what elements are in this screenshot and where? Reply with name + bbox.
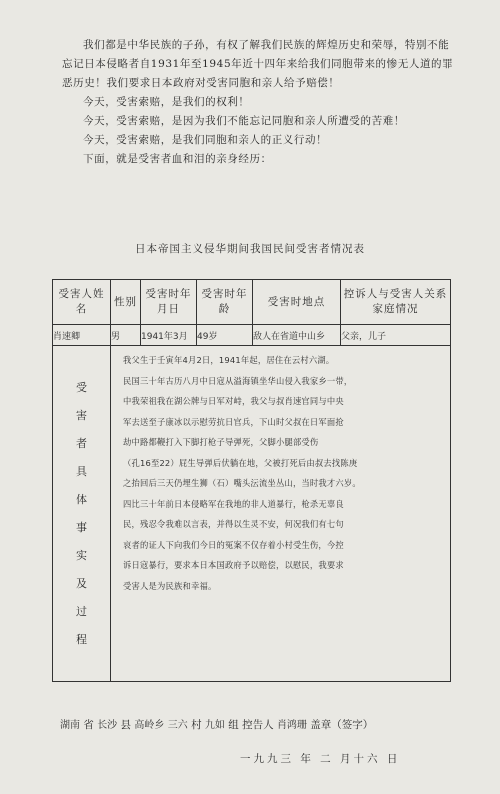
footer-village-name: 三六	[167, 720, 188, 731]
footer-group-label: 组	[228, 719, 239, 731]
header-time: 受害时年月日	[141, 280, 197, 325]
facts-label-char: 受	[76, 380, 87, 394]
header-victim-name: 受害人姓名	[53, 280, 111, 325]
value-victim-name: 肖速卿	[53, 325, 111, 346]
facts-line: 中我荣祖我在湖公牌与日军对峙，我父与叔肖速官同与中央	[123, 396, 344, 406]
footer-complainant-label: 控告人	[242, 719, 274, 731]
intro-paragraph-1: 我们都是中华民族的子孙，有权了解我们民族的辉煌历史和荣辱，特别不能忘记日本侵略者自1931年至1945年近十四年来给我们同胞带来的惨无人道的罪恶历史！我们要求日本政府对受害同胞和亲人给予赔偿！	[62, 39, 454, 89]
header-place: 受害时地点	[253, 280, 341, 325]
facts-label-char: 害	[76, 408, 87, 422]
facts-label-char: 具	[76, 464, 87, 478]
footer-seal-label: 盖章（签字）	[310, 719, 374, 731]
intro-paragraph-3: 今天，受害索赔，是因为我们不能忘记同胞和亲人所遭受的苦难！	[83, 115, 405, 127]
facts-label-char: 程	[76, 632, 87, 646]
facts-label-char: 过	[76, 604, 87, 618]
victim-form-table	[52, 279, 451, 682]
value-relation: 父亲，儿子	[341, 325, 451, 346]
facts-line: 哀者的证人下向我们今日的冤案不仅存着小村受生伤，今控	[123, 539, 344, 550]
facts-line: 之抬回后三天仍埋生狮（石）嘴头沄流坐丛山，当时我才六岁。	[123, 478, 361, 488]
footer-complainant-name: 肖鸿珊	[276, 720, 307, 731]
facts-label-char: 者	[76, 436, 87, 450]
facts-line: 四比三十年前日本侵略军在我地的非人道暴行，枪杀无辜良	[123, 498, 344, 509]
intro-paragraph-4: 今天，受害索赔，是我们同胞和亲人的正义行动！	[83, 134, 328, 146]
value-row	[53, 325, 451, 346]
facts-row	[53, 346, 451, 682]
facts-label-char: 体	[76, 492, 87, 506]
facts-body	[111, 346, 451, 682]
facts-line: 民国三十年古历八月中日寇从溢海镇坐华山侵入我家乡一带，	[123, 375, 353, 386]
facts-label-char: 及	[76, 576, 87, 590]
intro-text	[62, 36, 457, 169]
facts-line: 民，残忍令我难以言表，并得以生灵不安，何况我们有七句	[123, 519, 344, 529]
header-relation: 控诉人与受害人关系家庭情况	[341, 280, 451, 325]
footer-group-name: 九如	[204, 720, 225, 731]
facts-label-char: 事	[76, 520, 87, 534]
facts-label	[53, 346, 111, 682]
footer-county-name: 长沙	[97, 720, 118, 731]
footer-township-name: 高岭乡	[134, 720, 165, 731]
footer-prefix: 湖南	[60, 720, 80, 731]
intro-paragraph-5: 下面，就是受害者血和泪的亲身经历：	[83, 153, 272, 165]
facts-lines	[123, 350, 442, 596]
facts-line: 受害人是为民族和幸福。	[123, 580, 217, 591]
intro-paragraph-2: 今天，受害索赔，是我们的权利！	[83, 96, 250, 108]
signature-line	[60, 716, 480, 732]
facts-line: 军去送至子康冰以示慰劳抗日官兵，下山时父叔在日军面抢	[123, 416, 344, 427]
table-title: 日本帝国主义侵华期间我国民间受害者情况表	[135, 243, 365, 255]
value-place: 敌人在省道中山乡	[253, 325, 341, 346]
facts-label-char: 实	[76, 548, 87, 562]
facts-line: （孔16至22）屁生导弹后伏躺在地，父被打死后由叔去找陈庚	[123, 457, 358, 468]
header-row	[53, 280, 451, 325]
header-gender: 性别	[111, 280, 141, 325]
footer-village-label: 村	[191, 719, 202, 731]
footer-province-label: 省	[83, 719, 94, 731]
value-age: 49岁	[197, 325, 253, 346]
facts-line: 劫中路都鞭打入下脚打枪子导弹死，父脚小腿部受伤	[123, 437, 319, 447]
value-gender: 男	[111, 325, 141, 346]
facts-line: 我父生于壬寅年4月2日，1941年起，居住在云村六湖。	[123, 355, 335, 365]
document-date: 一九九三 年 二 月十六 日	[240, 753, 401, 765]
facts-line: 诉日寇暴行，要求本日本国政府予以赔偿，以慰民，我要求	[123, 560, 344, 570]
footer-county-label: 县	[120, 719, 132, 731]
header-age: 受害时年龄	[197, 280, 253, 325]
value-time: 1941年3月	[141, 325, 197, 346]
